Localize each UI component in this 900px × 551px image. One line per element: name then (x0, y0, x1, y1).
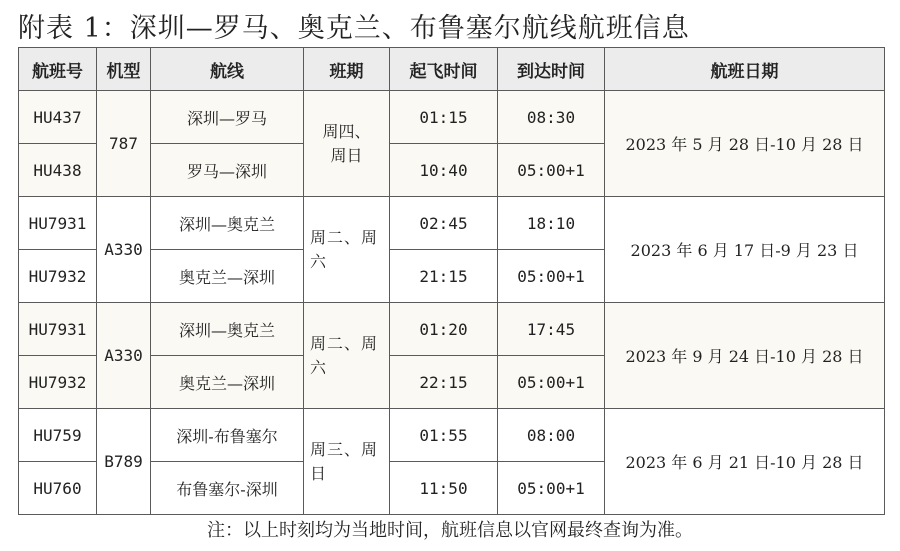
arrival-cell: 05:00+1 (498, 462, 605, 515)
aircraft-cell: B789 (97, 409, 151, 515)
header-departure: 起飞时间 (390, 48, 498, 91)
days-cell: 周三、周日 (304, 409, 390, 515)
arrival-cell: 05:00+1 (498, 250, 605, 303)
departure-cell: 01:55 (390, 409, 498, 462)
route-cell: 深圳—罗马 (151, 91, 304, 144)
table-row (19, 409, 885, 462)
departure-cell: 11:50 (390, 462, 498, 515)
arrival-cell: 05:00+1 (498, 356, 605, 409)
flight-no-cell: HU7931 (19, 303, 97, 356)
days-text: 周四、周日 (322, 121, 371, 165)
flight-no-cell: HU7931 (19, 197, 97, 250)
days-cell (304, 91, 390, 197)
route-cell: 深圳—奥克兰 (151, 197, 304, 250)
header-arrival: 到达时间 (498, 48, 605, 91)
departure-cell: 21:15 (390, 250, 498, 303)
flight-no-cell: HU438 (19, 144, 97, 197)
route-cell: 深圳-布鲁塞尔 (151, 409, 304, 462)
route-cell: 罗马—深圳 (151, 144, 304, 197)
departure-cell: 10:40 (390, 144, 498, 197)
page-title: 附表 1：深圳—罗马、奥克兰、布鲁塞尔航线航班信息 (18, 13, 690, 44)
aircraft-cell: A330 (97, 303, 151, 409)
table-row (19, 197, 885, 250)
dates-cell: 2023 年 6 月 21 日-10 月 28 日 (605, 409, 885, 515)
arrival-cell: 08:00 (498, 409, 605, 462)
arrival-cell: 08:30 (498, 91, 605, 144)
header-days: 班期 (304, 48, 390, 91)
flight-no-cell: HU759 (19, 409, 97, 462)
flight-schedule-table (18, 47, 885, 515)
departure-cell: 22:15 (390, 356, 498, 409)
route-cell: 布鲁塞尔-深圳 (151, 462, 304, 515)
flight-no-cell: HU437 (19, 91, 97, 144)
flight-no-cell: HU760 (19, 462, 97, 515)
dates-cell: 2023 年 9 月 24 日-10 月 28 日 (605, 303, 885, 409)
arrival-cell: 17:45 (498, 303, 605, 356)
header-row (19, 48, 885, 91)
header-flight-no: 航班号 (19, 48, 97, 91)
table-row (19, 303, 885, 356)
arrival-cell: 18:10 (498, 197, 605, 250)
flight-no-cell: HU7932 (19, 250, 97, 303)
header-dates: 航班日期 (605, 48, 885, 91)
days-cell: 周二、周六 (304, 303, 390, 409)
dates-cell: 2023 年 5 月 28 日-10 月 28 日 (605, 91, 885, 197)
header-aircraft: 机型 (97, 48, 151, 91)
route-cell: 奥克兰—深圳 (151, 356, 304, 409)
header-route: 航线 (151, 48, 304, 91)
departure-cell: 02:45 (390, 197, 498, 250)
flight-no-cell: HU7932 (19, 356, 97, 409)
route-cell: 奥克兰—深圳 (151, 250, 304, 303)
arrival-cell: 05:00+1 (498, 144, 605, 197)
departure-cell: 01:20 (390, 303, 498, 356)
route-cell: 深圳—奥克兰 (151, 303, 304, 356)
departure-cell: 01:15 (390, 91, 498, 144)
aircraft-cell: 787 (97, 91, 151, 197)
aircraft-cell: A330 (97, 197, 151, 303)
days-cell: 周二、周六 (304, 197, 390, 303)
footnote: 注：以上时刻均为当地时间，航班信息以官网最终查询为准。 (207, 520, 693, 541)
table-row (19, 91, 885, 144)
dates-cell: 2023 年 6 月 17 日-9 月 23 日 (605, 197, 885, 303)
